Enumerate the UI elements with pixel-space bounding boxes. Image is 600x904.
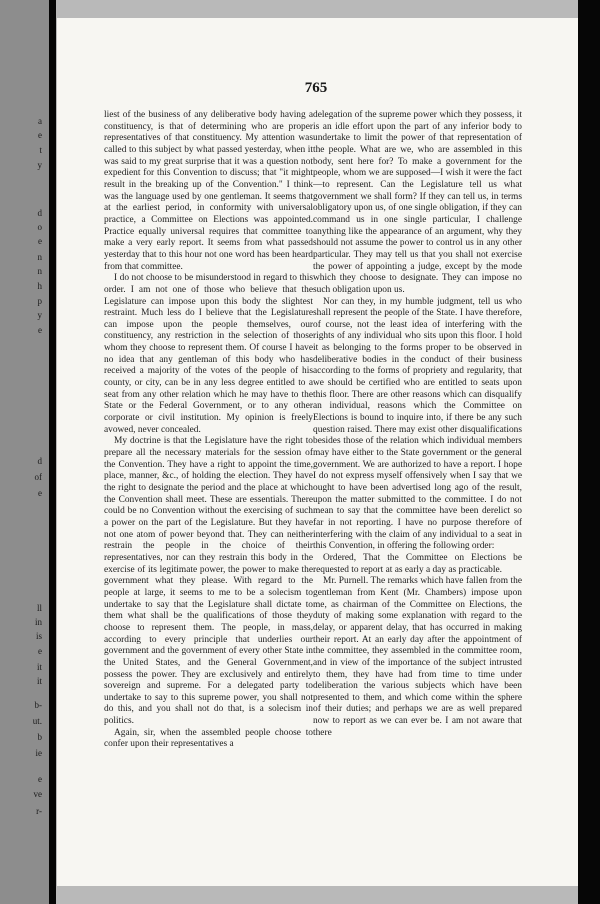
paragraph: Ordered, That the Committee on Elections be requested to report at as early a day as practicable.	[313, 552, 522, 575]
paragraph: liest of the business of any deliberative body having a constituency, is that of determining who are proper representatives of that constituency. My attention was called to this subject by what passed yesterday, when it was said to my great surprise that it was a question not expedient for this Convention to discuss; that "it might result in the breaking up of the Convention." I think was the language used by one gentleman. It seems that at the earliest period, in conformity with universal practice, a Committee on Elections was appointed. Practice equally universal requires that committee to make a very early report. It seems from what passed yesterday that to this hour not one word has been heard from that committee.	[104, 110, 313, 272]
page-number: 765	[304, 80, 328, 96]
paragraph: delegation of the supreme power which they possess, it is an idle effort upon the part of any inferior body to undertake to limit the power of that representation of the people. What are we, who are assembled in this body, sent here for? To make a government for the people, whom we are supposed—I wish it were the fact—to represent. Can the Legislature tell us what government we shall form? If they can tell us, in terms obligatory upon us, of one single obligation, if they can command us in one single particular, I challenge anything like the appearance of an argument, why they should not assume the power to control us in any other particular. They may tell us that you shall not exercise the power of appointing a judge, except by the mode which they choose to designate. They can impose no such obligation upon us.	[313, 110, 522, 295]
margin-fragment: y	[37, 160, 42, 170]
margin-fragment: e	[38, 774, 42, 784]
paragraph: My doctrine is that the Legislature have the right to prepare all the necessary materials for the session of the Convention. They have a right to appoint the time, place, manner, &c., of holding the election. They have the right to designate the period and the place at which the Convention shall meet. These are essentials. There could be no Convention without the exercising of such a power on the part of the Legislature. But they have not one atom of power beyond that. They can neither restrain the people in the choice of their representatives, nor can they restrain this body in the exercise of its legitimate power, the power to make the government what they please. With regard to the people at large, it seems to me to be a solecism to undertake to say that the Legislature shall dictate to them what shall be the qualifications of those they choose to represent them. The people, in mass, according to every principle that underlies our government and the government of every other State in the United States, and the General Government, possess the power. They are exclusively and entirely sovereign and supreme. For a delegated party to undertake to say to this supreme power, you shall not do this, and you shall not do that, is a solecism in politics.	[104, 436, 313, 727]
margin-fragment: e	[38, 236, 42, 246]
margin-fragment: it	[36, 676, 42, 686]
scan-border	[578, 0, 600, 904]
margin-fragment: e	[38, 325, 42, 335]
margin-fragment: p	[37, 296, 42, 306]
margin-fragment: r-	[36, 806, 42, 816]
margin-fragment: ut.	[32, 716, 42, 726]
margin-fragment: e	[38, 130, 42, 140]
margin-fragment: in	[34, 617, 42, 627]
margin-fragment: is	[35, 631, 42, 641]
paragraph: Mr. Purnell. The remarks which have fallen from the gentleman from Kent (Mr. Chambers) impose upon me, as chairman of the Committee on Elections, the duty of making some explanation with regard to the delay, or apparent delay, that has occurred in making their report. At an early day after the appointment of the committee, they assembled in the committee room, and in view of the importance of the subject intrusted to them, they have had from time to time under deliberation the various subjects which have been presented to them, and which come within the sphere of their duties; and perhaps we are as well prepared now to report as we can ever be. I am not aware that there	[313, 576, 522, 738]
binding-shadow	[49, 0, 56, 904]
margin-fragment: b-	[34, 700, 42, 710]
margin-fragment: e	[38, 646, 42, 656]
text-column-right	[313, 110, 522, 852]
margin-fragment: a	[38, 116, 42, 126]
margin-fragment: o	[37, 222, 42, 232]
margin-fragment: d	[37, 208, 42, 218]
paragraph: Nor can they, in my humble judgment, tell us who shall represent the people of the State. I have therefore, of course, not the least idea of interfering with the rights of any individual who sits upon this floor. I hold it as belonging to the forms proper to be observed in deliberative bodies in the conduct of their business according to the forms of propriety and regularity, that we should be certified who are entitled to seats upon this floor. There are other reasons which can disqualify an individual, reasons which the Committee on Elections is bound to inquire into, if there be any such question raised. There may exist other disqualifications besides those of the relation which individual members may have either to the State government or the general government. We are authorized to have a report. I hope I do not express myself offensively when I say that we ought to have been advertised long ago of the result, upon the matter submitted to the committee. I do not mean to say that the committee have been derelict so far in not reporting. I have no purpose therefore of interfering with the claim of any individual to a seat in this Convention, in offering the following order:	[313, 296, 522, 552]
margin-fragment: ie	[35, 748, 42, 758]
margin-fragment: ve	[33, 789, 42, 799]
margin-fragment: it	[36, 662, 42, 672]
paragraph: Again, sir, when the assembled people choose to confer upon their representatives a	[104, 727, 313, 750]
margin-fragment: of	[34, 472, 42, 482]
text-column-left	[104, 110, 313, 852]
margin-fragment: h	[37, 281, 42, 291]
margin-fragment: e	[38, 488, 42, 498]
margin-fragment: n	[37, 266, 42, 276]
margin-fragment: b	[37, 732, 42, 742]
margin-fragment: ll	[36, 603, 42, 613]
margin-fragment: y	[37, 310, 42, 320]
margin-fragment: n	[37, 252, 42, 262]
paragraph: I do not choose to be misunderstood in regard to this order. I am not one of those who believe that the Legislature can impose upon this body the slightest restraint. Much less do I believe that the Legislature can impose upon the people themselves, our constituency, any restriction in the selection of those whom they choose to represent them. Of course I have no idea that any gentleman of this body who has received a majority of the votes of the people of his county, or city, can be in any less degree entitled to a seat from any other relation which he may have to the State or the Federal Government, or to any other corporate or civil institution. My opinion is freely avowed, never concealed.	[104, 273, 313, 435]
margin-fragment: d	[37, 456, 42, 466]
margin-fragment: t	[39, 145, 42, 155]
adjacent-page-edge	[0, 0, 56, 904]
